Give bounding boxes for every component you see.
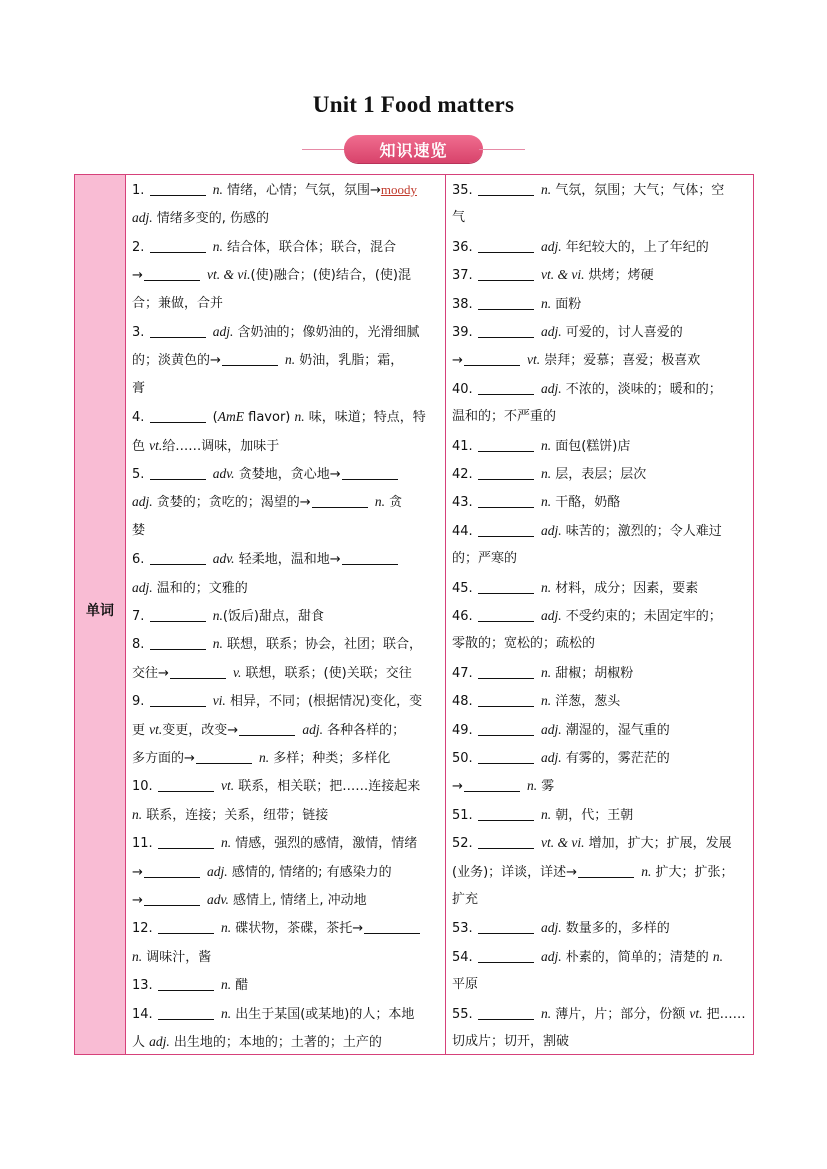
- entry-text: →: [452, 779, 463, 795]
- entry-text: 贪婪的；贪吃的；渴望的→: [152, 495, 311, 511]
- entry-text: 温和的；文雅的: [152, 580, 248, 596]
- entry-line: [132, 946, 439, 968]
- entry-text: 联想，联系；协会，社团；联合，: [222, 637, 422, 653]
- entry-line: [132, 804, 439, 826]
- entry-line: [452, 690, 747, 712]
- part-of-speech: adj.: [540, 380, 562, 396]
- vocab-table: [74, 174, 754, 1055]
- part-of-speech: n.: [540, 494, 552, 510]
- entry-text: 潮湿的，湿气重的: [561, 722, 670, 738]
- answer-blank[interactable]: [578, 864, 634, 878]
- answer-blank[interactable]: [150, 324, 206, 338]
- entry-line: [132, 917, 439, 939]
- entry-text: 贪婪地，贪心地→: [234, 467, 341, 482]
- entry-text: →: [132, 864, 143, 880]
- part-of-speech: vt.: [149, 437, 163, 453]
- entry-text: 8.: [132, 637, 149, 653]
- answer-blank[interactable]: [478, 324, 534, 338]
- entry-line: [452, 1003, 747, 1025]
- entry-line: [132, 577, 439, 599]
- entry-line: [452, 207, 747, 229]
- entry-line: [452, 832, 747, 854]
- entry-text: 材料，成分；因素，要素: [551, 580, 699, 596]
- entry-line: [452, 804, 747, 826]
- entry-line: [132, 378, 439, 400]
- entry-line: [132, 179, 439, 201]
- page-title: Unit 1 Food matters: [312, 92, 515, 117]
- answer-blank[interactable]: [478, 580, 534, 594]
- entry-text: 朝，代；王朝: [551, 807, 634, 823]
- entry-text: 奶油，乳脂；霜，: [295, 353, 404, 369]
- part-of-speech: adj.: [540, 324, 562, 339]
- entry-line: [452, 435, 747, 457]
- entry-text: 情绪，心情；气氛，氛围→: [222, 183, 381, 198]
- part-of-speech: n.: [540, 693, 552, 709]
- entry-text: 2.: [132, 239, 149, 255]
- answer-blank[interactable]: [158, 920, 214, 934]
- part-of-speech: n.: [712, 948, 723, 964]
- entry-text: flavor): [244, 410, 295, 426]
- answer-blank[interactable]: [478, 665, 534, 679]
- entry-line: [452, 861, 747, 883]
- part-of-speech: v.: [233, 664, 242, 680]
- entry-text: 朴素的，简单的；清楚的: [561, 949, 713, 965]
- entry-text: 含奶油的；像奶油的，光滑细腻: [233, 325, 420, 340]
- answer-blank[interactable]: [170, 665, 226, 679]
- entry-text: 39.: [452, 325, 477, 340]
- part-of-speech: adv.: [207, 892, 229, 907]
- entry-text: 不受约束的；未固定牢的；: [561, 609, 722, 624]
- answer-blank[interactable]: [478, 239, 534, 253]
- entry-text: 46.: [452, 609, 477, 624]
- entry-text: 35.: [452, 183, 477, 198]
- entry-text: 50.: [452, 751, 477, 766]
- entry-line: [452, 321, 747, 343]
- entry-line: [132, 293, 439, 315]
- entry-text: 多样；种类；多样化: [269, 751, 391, 766]
- answer-blank[interactable]: [478, 523, 534, 537]
- part-of-speech: adj.: [132, 494, 153, 510]
- entry-text: 气: [452, 210, 466, 226]
- answer-blank[interactable]: [150, 239, 206, 253]
- entry-line: [132, 236, 439, 258]
- part-of-speech: vt.: [689, 1005, 703, 1021]
- entry-text: 层，表层；层次: [551, 467, 647, 482]
- answer-blank[interactable]: [150, 409, 206, 423]
- part-of-speech: adj.: [540, 948, 562, 964]
- answer-blank[interactable]: [342, 551, 398, 565]
- entry-text: 54.: [452, 949, 477, 965]
- entry-text: 雾: [537, 779, 555, 795]
- entry-text: 味，味道；特点，特: [304, 410, 426, 426]
- entry-text: 12.: [132, 921, 157, 937]
- entry-line: [132, 690, 439, 712]
- entry-text: 平原: [452, 977, 479, 993]
- entry-text: 相异，不同；(根据情况)变化，变: [225, 694, 423, 710]
- entry-text: 联系，相关联；把……连接起来: [234, 779, 421, 795]
- answer-blank[interactable]: [312, 494, 368, 508]
- entry-text: (使)融合；(使)结合，(使)混: [250, 268, 411, 284]
- category-cell: [75, 175, 126, 1054]
- entry-line: [132, 889, 439, 911]
- part-of-speech: n.: [212, 182, 223, 197]
- part-of-speech: n.: [641, 863, 652, 879]
- answer-blank[interactable]: [478, 693, 534, 707]
- part-of-speech: n.: [540, 806, 552, 822]
- part-of-speech: adj.: [302, 721, 323, 737]
- entry-text: 更: [132, 722, 150, 738]
- entry-text: 47.: [452, 665, 477, 681]
- section-banner: [300, 134, 527, 166]
- answer-blank[interactable]: [158, 835, 214, 849]
- entry-line: [132, 775, 439, 797]
- entry-line: [132, 1003, 439, 1025]
- entry-line: [132, 520, 439, 542]
- answer-blank[interactable]: [478, 466, 534, 480]
- part-of-speech: adj.: [207, 863, 228, 879]
- part-of-speech: n.: [294, 409, 305, 425]
- entry-line: [452, 293, 747, 315]
- part-of-speech: adj.: [540, 238, 562, 254]
- entry-text: 10.: [132, 779, 157, 795]
- entry-line: [132, 719, 439, 741]
- entry-text: 味苦的；激烈的；令人难过: [561, 523, 722, 539]
- answer-blank[interactable]: [364, 920, 420, 934]
- entry-text: 有雾的，雾茫茫的: [561, 751, 670, 766]
- answer-blank[interactable]: [144, 864, 200, 878]
- answer-blank[interactable]: [478, 494, 534, 508]
- entry-text: 各种各样的；: [322, 722, 406, 738]
- part-of-speech: adv.: [212, 551, 235, 567]
- part-of-speech: n.: [132, 806, 143, 822]
- entry-text: 把……: [702, 1006, 746, 1022]
- entry-text: 增加，扩大；扩展，发展: [584, 836, 732, 852]
- entry-line: [452, 520, 747, 542]
- part-of-speech: adj.: [540, 522, 562, 538]
- entry-text: 扩充: [452, 892, 479, 907]
- entry-text: 出生于某国(或某地)的人；本地: [231, 1006, 415, 1022]
- entry-text: 色: [132, 438, 150, 454]
- part-of-speech: adj.: [212, 324, 234, 339]
- entry-line: [452, 463, 747, 485]
- entry-text: 可爱的，讨人喜爱的: [561, 325, 683, 340]
- entry-text: 膏: [132, 380, 146, 396]
- part-of-speech: n.: [285, 352, 296, 368]
- entry-line: [132, 605, 439, 627]
- entry-text: 联系，连接；关系，纽带；链接: [142, 807, 329, 823]
- entry-text: 的；严寒的: [452, 551, 518, 567]
- entry-text: 48.: [452, 694, 477, 710]
- entry-text: 给……调味，加味于: [162, 438, 280, 454]
- entry-line: [452, 917, 747, 939]
- entry-text: 多方面的→: [132, 751, 195, 766]
- entry-text: 38.: [452, 296, 477, 312]
- entry-line: [452, 264, 747, 286]
- banner-rule-right: [479, 149, 525, 150]
- entry-line: [132, 406, 439, 428]
- part-of-speech: n.: [540, 437, 552, 453]
- answer-blank[interactable]: [150, 466, 206, 480]
- entry-line: [132, 349, 439, 371]
- vocab-column-right: [446, 175, 753, 1054]
- entry-text: 7.: [132, 609, 149, 624]
- entry-line: [132, 491, 439, 513]
- answer-blank[interactable]: [478, 949, 534, 963]
- part-of-speech: vt.: [149, 721, 163, 737]
- entry-text: 4.: [132, 410, 149, 426]
- answer-blank[interactable]: [478, 750, 534, 764]
- answer-blank[interactable]: [144, 267, 200, 281]
- part-of-speech: vt.: [527, 352, 541, 368]
- entry-text: 53.: [452, 921, 477, 937]
- part-of-speech: vt. & vi.: [540, 267, 585, 283]
- part-of-speech: adj.: [132, 210, 153, 226]
- answer-blank[interactable]: [158, 977, 214, 991]
- entry-text: 薄片，片；部分，份额: [551, 1006, 690, 1022]
- entry-line: [452, 491, 747, 513]
- entry-text: →: [452, 353, 463, 369]
- entry-line: [452, 577, 747, 599]
- answer-blank[interactable]: [478, 438, 534, 452]
- entry-line: [132, 633, 439, 655]
- entry-text: 14.: [132, 1006, 157, 1022]
- answer-word: moody: [380, 182, 417, 197]
- entry-text: 醋: [231, 978, 249, 994]
- entry-text: 55.: [452, 1006, 477, 1022]
- answer-blank[interactable]: [150, 182, 206, 196]
- entry-line: [132, 435, 439, 457]
- entry-text: →: [132, 893, 143, 908]
- part-of-speech: n.: [540, 579, 552, 595]
- entry-text: 37.: [452, 268, 477, 284]
- entry-text: 3.: [132, 325, 149, 340]
- entry-text: 情感，强烈的感情，激情，情绪: [231, 836, 418, 852]
- entry-line: [132, 1031, 439, 1053]
- part-of-speech: n.: [540, 182, 552, 197]
- answer-blank[interactable]: [478, 381, 534, 395]
- entry-text: 联想，联系；(使)关联；交往: [241, 665, 412, 681]
- entry-text: 结合体，联合体；联合，混合: [222, 239, 396, 255]
- entry-text: 交往→: [132, 665, 169, 681]
- banner-rule-left: [302, 149, 348, 150]
- part-of-speech: n.: [540, 664, 552, 680]
- answer-blank[interactable]: [239, 722, 295, 736]
- entry-text: 切成片；切开，割破: [452, 1034, 570, 1049]
- part-of-speech: n.: [540, 1005, 552, 1021]
- entry-line: [452, 889, 747, 911]
- entry-text: 合；兼做，合并: [132, 295, 224, 311]
- answer-blank[interactable]: [222, 352, 278, 366]
- entry-text: 41.: [452, 438, 477, 454]
- entry-line: [452, 775, 747, 797]
- entry-text: 面包(糕饼)店: [551, 438, 631, 454]
- entry-line: [452, 548, 747, 570]
- answer-blank[interactable]: [478, 608, 534, 622]
- entry-line: [452, 946, 747, 968]
- part-of-speech: n.: [132, 948, 143, 964]
- entry-text: 年纪较大的，上了年纪的: [561, 239, 709, 255]
- part-of-speech: n.: [212, 238, 223, 254]
- answer-blank[interactable]: [464, 352, 520, 366]
- answer-blank[interactable]: [158, 778, 214, 792]
- entry-text: 甜椒；胡椒粉: [551, 665, 634, 681]
- part-of-speech: adj.: [540, 721, 562, 737]
- entry-text: 温和的；不严重的: [452, 409, 557, 425]
- entry-text: 11.: [132, 836, 157, 852]
- answer-blank[interactable]: [342, 466, 398, 480]
- entry-text: 变更，改变→: [162, 722, 239, 738]
- part-of-speech: n.: [540, 466, 552, 481]
- entry-text: 碟状物，茶碟，茶托→: [231, 921, 364, 937]
- category-label: 单词: [86, 603, 114, 619]
- entry-text: →: [132, 268, 143, 284]
- part-of-speech: AmE: [217, 409, 245, 425]
- answer-blank[interactable]: [478, 920, 534, 934]
- part-of-speech: adv.: [212, 466, 235, 481]
- entry-text: 气氛，氛围；大气；气体；空: [551, 183, 725, 198]
- entry-text: (业务)；详谈，详述→: [452, 864, 578, 880]
- part-of-speech: adj.: [149, 1034, 170, 1049]
- answer-blank[interactable]: [478, 1006, 534, 1020]
- part-of-speech: n.: [220, 920, 232, 936]
- answer-blank[interactable]: [478, 267, 534, 281]
- entry-line: [452, 747, 747, 769]
- part-of-speech: adj.: [540, 750, 562, 765]
- banner-pill: [344, 135, 483, 163]
- part-of-speech: vt. & vi.: [207, 267, 251, 283]
- entry-text: 干酪，奶酪: [551, 495, 621, 511]
- entry-line: [452, 349, 747, 371]
- entry-text: 49.: [452, 722, 477, 738]
- entry-line: [452, 974, 747, 996]
- entry-line: [452, 662, 747, 684]
- answer-blank[interactable]: [478, 807, 534, 821]
- answer-blank[interactable]: [150, 608, 206, 622]
- part-of-speech: n.: [527, 778, 538, 794]
- entry-line: [452, 633, 747, 655]
- entry-text: 不浓的，淡味的；暖和的；: [561, 381, 722, 397]
- entry-text: 1.: [132, 183, 149, 198]
- entry-text: 婪: [132, 522, 146, 538]
- entry-line: [452, 719, 747, 741]
- entry-text: 44.: [452, 523, 477, 539]
- part-of-speech: n.: [220, 835, 232, 851]
- entry-line: [452, 605, 747, 627]
- entry-text: 43.: [452, 495, 477, 511]
- entry-line: [452, 378, 747, 400]
- entry-text: 感情上, 情绪上, 冲动地: [228, 893, 367, 908]
- entry-text: 出生地的；本地的；土著的；土产的: [169, 1035, 382, 1050]
- entry-text: 45.: [452, 580, 477, 596]
- entry-line: [132, 321, 439, 343]
- entry-text: 烘烤；烤硬: [584, 268, 654, 284]
- entry-text: 感情的, 情绪的; 有感染力的: [227, 864, 392, 880]
- entry-text: (饭后)甜点，甜食: [222, 609, 324, 624]
- part-of-speech: n.: [220, 1005, 232, 1021]
- entry-text: 40.: [452, 381, 477, 397]
- entry-text: 的；淡黄色的→: [132, 353, 221, 369]
- entry-line: [132, 207, 439, 229]
- entry-text: 调味汁，酱: [142, 949, 212, 965]
- entry-line: [132, 832, 439, 854]
- entry-text: 零散的；宽松的；疏松的: [452, 636, 596, 652]
- entry-text: (: [208, 410, 218, 426]
- vocab-column-left: [126, 175, 446, 1054]
- entry-line: [132, 264, 439, 286]
- entry-text: 面粉: [551, 296, 582, 312]
- entry-line: [132, 548, 439, 570]
- entry-line: [452, 1031, 747, 1053]
- entry-text: 13.: [132, 978, 157, 994]
- part-of-speech: n.: [540, 295, 552, 311]
- entry-text: 洋葱，葱头: [551, 694, 621, 710]
- part-of-speech: vi.: [212, 693, 226, 709]
- entry-line: [132, 662, 439, 684]
- answer-blank[interactable]: [158, 1006, 214, 1020]
- answer-blank[interactable]: [150, 551, 206, 565]
- entry-text: 贪: [384, 495, 403, 511]
- part-of-speech: vt. & vi.: [540, 835, 585, 851]
- part-of-speech: n.: [212, 636, 223, 652]
- banner-label: 知识速览: [379, 141, 448, 160]
- entry-line: [452, 406, 747, 428]
- entry-text: 9.: [132, 694, 149, 710]
- answer-blank[interactable]: [150, 636, 206, 650]
- answer-blank[interactable]: [478, 835, 534, 849]
- part-of-speech: vt.: [220, 778, 235, 794]
- part-of-speech: n.: [374, 494, 385, 510]
- entry-text: 36.: [452, 239, 477, 255]
- entry-text: 52.: [452, 836, 477, 852]
- entry-text: 轻柔地，温和地→: [234, 552, 341, 568]
- part-of-speech: n.: [220, 977, 232, 993]
- entry-line: [452, 236, 747, 258]
- part-of-speech: n.: [212, 608, 223, 623]
- part-of-speech: n.: [259, 750, 270, 765]
- entry-line: [132, 747, 439, 769]
- entry-text: 人: [132, 1035, 150, 1050]
- answer-blank[interactable]: [478, 296, 534, 310]
- entry-line: [132, 861, 439, 883]
- entry-line: [132, 974, 439, 996]
- answer-blank[interactable]: [196, 750, 252, 764]
- entry-text: 扩大；扩张；: [651, 864, 734, 880]
- answer-blank[interactable]: [478, 182, 534, 196]
- answer-blank[interactable]: [150, 693, 206, 707]
- entry-line: [132, 463, 439, 485]
- entry-text: 情绪多变的, 伤感的: [152, 211, 270, 227]
- entry-text: 数量多的，多样的: [561, 921, 670, 937]
- entry-text: 42.: [452, 467, 477, 482]
- answer-blank[interactable]: [478, 722, 534, 736]
- entry-text: 5.: [132, 467, 149, 482]
- part-of-speech: adj.: [540, 608, 562, 623]
- answer-blank[interactable]: [464, 778, 520, 792]
- entry-text: 6.: [132, 552, 149, 568]
- entry-text: 51.: [452, 807, 477, 823]
- entry-line: [452, 179, 747, 201]
- part-of-speech: adj.: [132, 579, 153, 595]
- answer-blank[interactable]: [144, 892, 200, 906]
- part-of-speech: adj.: [540, 920, 562, 936]
- entry-text: 崇拜；爱慕；喜爱；极喜欢: [540, 353, 701, 369]
